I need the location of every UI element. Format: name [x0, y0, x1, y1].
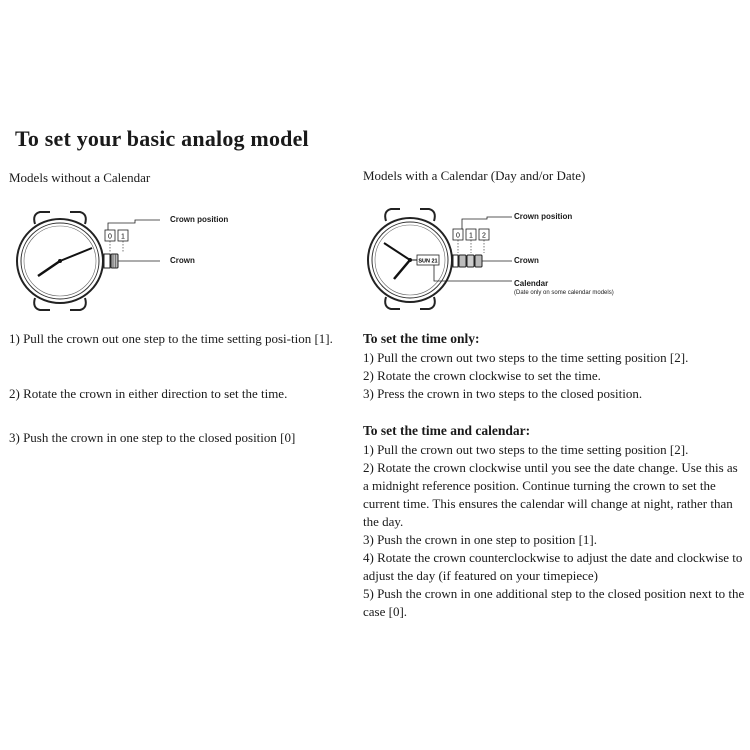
position-1-label: 1 [121, 233, 125, 241]
time-calendar-heading: To set the time and calendar: [363, 423, 531, 438]
time-calendar-steps [363, 441, 746, 621]
right-subtitle: Models with a Calendar (Day and/or Date) [363, 168, 586, 183]
crown-label: Crown [514, 256, 539, 265]
position-2-label: 2 [482, 232, 486, 240]
position-1-label: 1 [469, 232, 473, 240]
left-step-2: 2) Rotate the crown in either direction to set the time. [9, 386, 288, 401]
calendar-label: Calendar [514, 279, 549, 288]
crown-position-label: Crown position [170, 215, 229, 224]
left-step-3: 3) Push the crown in one step to the closed position [0] [9, 430, 296, 445]
page-title: To set your basic analog model [15, 126, 309, 151]
time-calendar-step-1: 1) Pull the crown out two steps to the time setting position [2]. [363, 442, 689, 457]
time-calendar-step-2: 2) Rotate the crown clockwise until you see the date change. Use this as a midnight reference position. Continue turning the crown to set the current time. This ensures the calendar will change at night, rather than the day. [363, 460, 738, 529]
left-step-1: 1) Pull the crown out one step to the time setting posi-tion [1]. [9, 331, 333, 346]
time-only-step-3: 3) Press the crown in two steps to the closed position. [363, 386, 643, 401]
position-0-label: 0 [108, 233, 112, 241]
watch-diagram-calendar [362, 205, 512, 317]
left-subtitle: Models without a Calendar [9, 170, 151, 185]
time-calendar-step-5: 5) Push the crown in one additional step to the closed position next to the case [0]. [363, 586, 745, 619]
position-0-label: 0 [456, 232, 460, 240]
watch-diagram-no-calendar [10, 208, 160, 316]
time-only-heading: To set the time only: [363, 331, 480, 346]
time-only-step-2: 2) Rotate the crown clockwise to set the time. [363, 368, 601, 383]
calendar-note: (Date only on some calendar models) [514, 290, 614, 296]
time-calendar-step-4: 4) Rotate the crown counterclockwise to adjust the date and clockwise to adjust the day (if featured on your timepiece) [363, 550, 743, 583]
crown-position-label: Crown position [514, 212, 573, 221]
time-only-step-1: 1) Pull the crown out two steps to the time setting position [2]. [363, 350, 689, 365]
crown-label: Crown [170, 256, 195, 265]
time-calendar-step-3: 3) Push the crown in one step to position [1]. [363, 532, 597, 547]
time-only-steps [363, 349, 748, 403]
day-date-window: SUN 21 [418, 258, 438, 265]
